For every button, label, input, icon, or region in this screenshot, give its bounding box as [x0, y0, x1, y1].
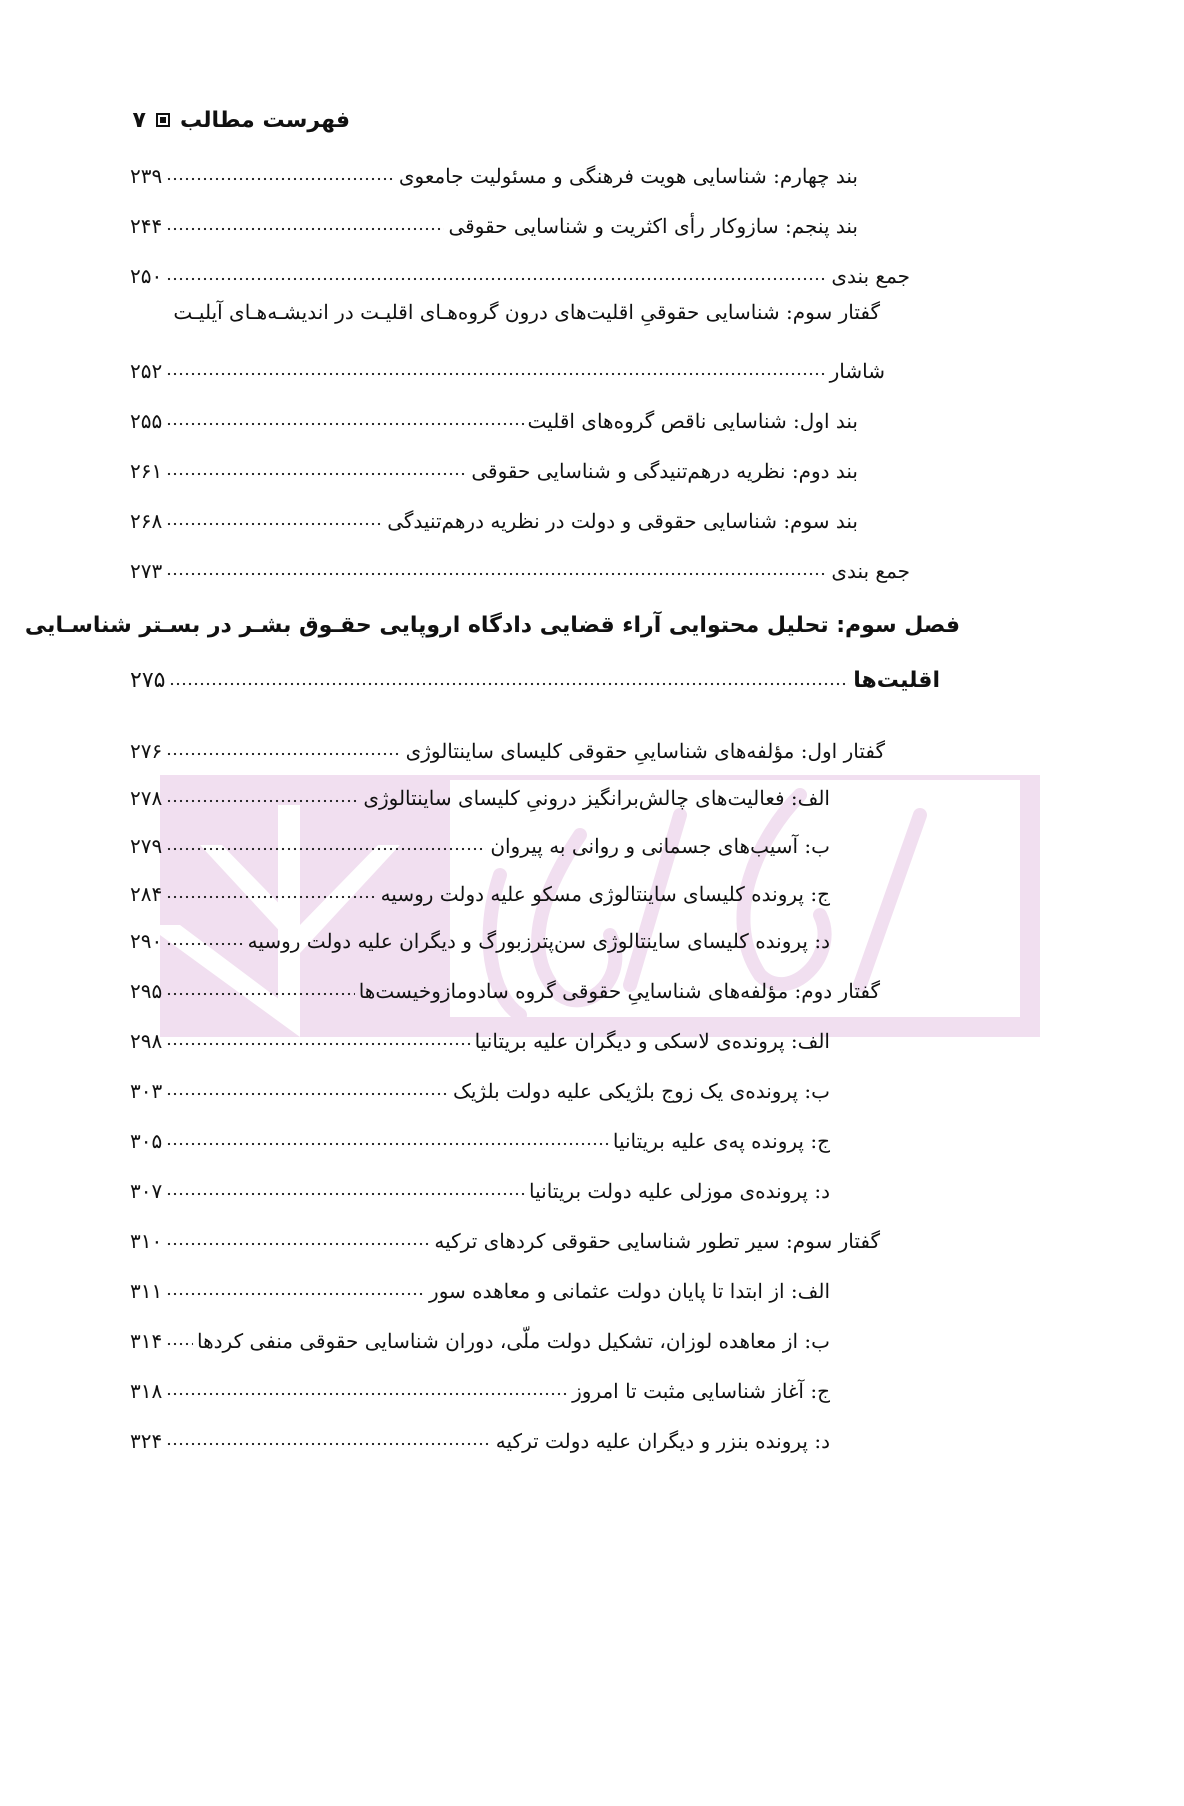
toc-entry[interactable] — [130, 495, 858, 535]
leader-dots — [166, 519, 383, 529]
leader-dots — [166, 939, 243, 949]
leader-dots — [166, 1189, 525, 1199]
toc-entry-label: الف: پرونده‌ی لاسکی و دیگران علیه بریتانیا — [474, 1029, 830, 1053]
toc-entry[interactable] — [130, 1015, 830, 1055]
toc-entry-page: ۳۲۴ — [130, 1429, 163, 1453]
toc-entry-page: ۲۸۴ — [130, 882, 163, 906]
toc-entry[interactable] — [130, 1065, 830, 1105]
page-header — [130, 100, 350, 140]
toc-entry-page: ۲۷۶ — [130, 739, 163, 763]
leader-dots — [166, 224, 444, 234]
toc-entry-label: شاشار — [829, 359, 885, 383]
toc-entry-label: الف: از ابتدا تا پایان دولت عثمانی و معاهده سور — [429, 1279, 830, 1303]
toc-entry[interactable] — [130, 1215, 880, 1255]
leader-dots — [166, 1089, 449, 1099]
toc-entry-page: ۳۱۸ — [130, 1379, 163, 1403]
toc-entry-label: جمع بندی — [831, 264, 910, 288]
header-page-number: ۷ — [132, 107, 146, 133]
chapter-heading-line1: فصل سوم: تحلیل محتوایی آراء قضایی دادگاه اروپایی حقـوق بشـر در بسـتر شناسـایی — [24, 613, 960, 638]
toc-entry-page: ۲۵۰ — [130, 264, 163, 288]
toc-entry-label: الف: فعالیت‌های چالش‌برانگیز درونیِ کلیسای ساینتالوژی — [363, 786, 830, 810]
leader-dots — [166, 419, 523, 429]
chapter-entry-page: ۲۷۵ — [130, 668, 166, 693]
toc-entry-page: ۲۶۱ — [130, 459, 163, 483]
toc-entry-page: ۳۰۳ — [130, 1079, 163, 1103]
toc-entry-page: ۲۷۳ — [130, 559, 163, 583]
toc-entry-page: ۳۱۱ — [130, 1279, 163, 1303]
leader-dots — [166, 1239, 430, 1249]
toc-entry[interactable] — [130, 395, 858, 435]
toc-entry-page: ۲۹۰ — [130, 929, 163, 953]
toc-entry[interactable] — [130, 868, 830, 908]
header-title: فهرست مطالب — [179, 107, 350, 133]
toc-entry-page: ۲۴۴ — [130, 214, 163, 238]
toc-entry-page: ۲۹۸ — [130, 1029, 163, 1053]
leader-dots — [166, 1389, 568, 1399]
toc-entry-label: بند سوم: شناسایی حقوقی و دولت در نظریه درهم‌تنیدگی — [387, 509, 858, 533]
square-bullet-icon — [156, 113, 170, 127]
leader-dots — [166, 569, 827, 579]
toc-entry-label: ج: پرونده کلیسای ساینتالوژی مسکو علیه دولت روسیه — [380, 882, 830, 906]
toc-entry-page: ۲۶۸ — [130, 509, 163, 533]
leader-dots — [166, 796, 359, 806]
toc-entry-page: ۲۷۹ — [130, 834, 163, 858]
leader-dots — [166, 844, 486, 854]
chapter-entry-label: اقلیت‌ها — [853, 668, 940, 693]
leader-dots — [166, 1039, 470, 1049]
leader-dots — [166, 469, 467, 479]
toc-entry-label: گفتار دوم: مؤلفه‌های شناساییِ حقوقی گروه سادومازوخیست‌ها — [358, 979, 880, 1003]
leader-dots — [166, 892, 376, 902]
leader-dots — [166, 174, 395, 184]
toc-entry[interactable] — [130, 545, 910, 585]
leader-dots — [166, 369, 825, 379]
toc-entry[interactable] — [130, 725, 885, 765]
toc-entry-label: بند پنجم: سازوکار رأی اکثریت و شناسایی حقوقی — [448, 214, 858, 238]
toc-entry-page: ۳۰۵ — [130, 1129, 163, 1153]
toc-entry-label: د: پرونده بنزر و دیگران علیه دولت ترکیه — [495, 1429, 830, 1453]
toc-entry-page: ۲۳۹ — [130, 164, 163, 188]
toc-entry-label-line1: گفتار سوم: شناسایی حقوقیِ اقلیت‌های درون گروه‌هـای اقلیـت در اندیشـه‌هـای آیلیـت — [173, 300, 880, 324]
leader-dots — [169, 679, 849, 689]
toc-entry[interactable] — [130, 250, 910, 290]
chapter-entry[interactable] — [130, 655, 940, 695]
leader-dots — [166, 274, 827, 284]
toc-entry-page: ۳۰۷ — [130, 1179, 163, 1203]
toc-entry-label: ج: پرونده په‌ی علیه بریتانیا — [612, 1129, 830, 1153]
toc-entry-label: د: پرونده کلیسای ساینتالوژی سن‌پترزبورگ و دیگران علیه دولت روسیه — [247, 929, 830, 953]
leader-dots — [166, 1439, 492, 1449]
leader-dots — [166, 1339, 193, 1349]
toc-entry-page: ۳۱۰ — [130, 1229, 163, 1253]
toc-entry-label: بند دوم: نظریه درهم‌تنیدگی و شناسایی حقوقی — [471, 459, 858, 483]
toc-entry-label: ب: پرونده‌ی یک زوج بلژیکی علیه دولت بلژیک — [452, 1079, 830, 1103]
toc-entry[interactable] — [130, 915, 830, 955]
toc-entry-label: بند اول: شناسایی ناقص گروه‌های اقلیت — [527, 409, 858, 433]
toc-entry[interactable] — [130, 772, 830, 812]
toc-entry-label: ب: از معاهده لوزان، تشکیل دولت ملّی، دوران شناسایی حقوقی منفی کردها — [197, 1329, 830, 1353]
toc-entry-label: جمع بندی — [831, 559, 910, 583]
leader-dots — [166, 749, 401, 759]
toc-entry[interactable] — [130, 820, 830, 860]
toc-entry[interactable] — [130, 1265, 830, 1305]
leader-dots — [166, 1139, 609, 1149]
toc-entry-label: ب: آسیب‌های جسمانی و روانی به پیروان — [490, 834, 830, 858]
toc-entry[interactable] — [130, 345, 885, 385]
toc-entry[interactable] — [130, 1415, 830, 1455]
toc-entry-label: گفتار سوم: سیر تطور شناسایی حقوقی کردهای ترکیه — [434, 1229, 880, 1253]
toc-entry[interactable] — [130, 445, 858, 485]
toc-entry-label: د: پرونده‌ی موزلی علیه دولت بریتانیا — [529, 1179, 830, 1203]
toc-entry-label: بند چهارم: شناسایی هویت فرهنگی و مسئولیت جامعوی — [398, 164, 858, 188]
leader-dots — [166, 1289, 425, 1299]
leader-dots — [166, 989, 354, 999]
toc-entry-page: ۳۱۴ — [130, 1329, 163, 1353]
toc-entry-page: ۲۷۸ — [130, 786, 163, 810]
toc-entry-page: ۲۹۵ — [130, 979, 163, 1003]
toc-entry[interactable] — [130, 1365, 830, 1405]
toc-entry-page: ۲۵۲ — [130, 359, 163, 383]
toc-entry[interactable] — [130, 200, 858, 240]
toc-entry[interactable] — [130, 150, 858, 190]
toc-entry[interactable] — [130, 1165, 830, 1205]
toc-entry[interactable] — [130, 1115, 830, 1155]
toc-entry[interactable] — [130, 1315, 830, 1355]
toc-entry-label: گفتار اول: مؤلفه‌های شناساییِ حقوقی کلیسای ساینتالوژی — [405, 739, 885, 763]
toc-entry-page: ۲۵۵ — [130, 409, 163, 433]
toc-entry-label: ج: آغاز شناسایی مثبت تا امروز — [572, 1379, 830, 1403]
toc-entry[interactable] — [130, 965, 880, 1005]
